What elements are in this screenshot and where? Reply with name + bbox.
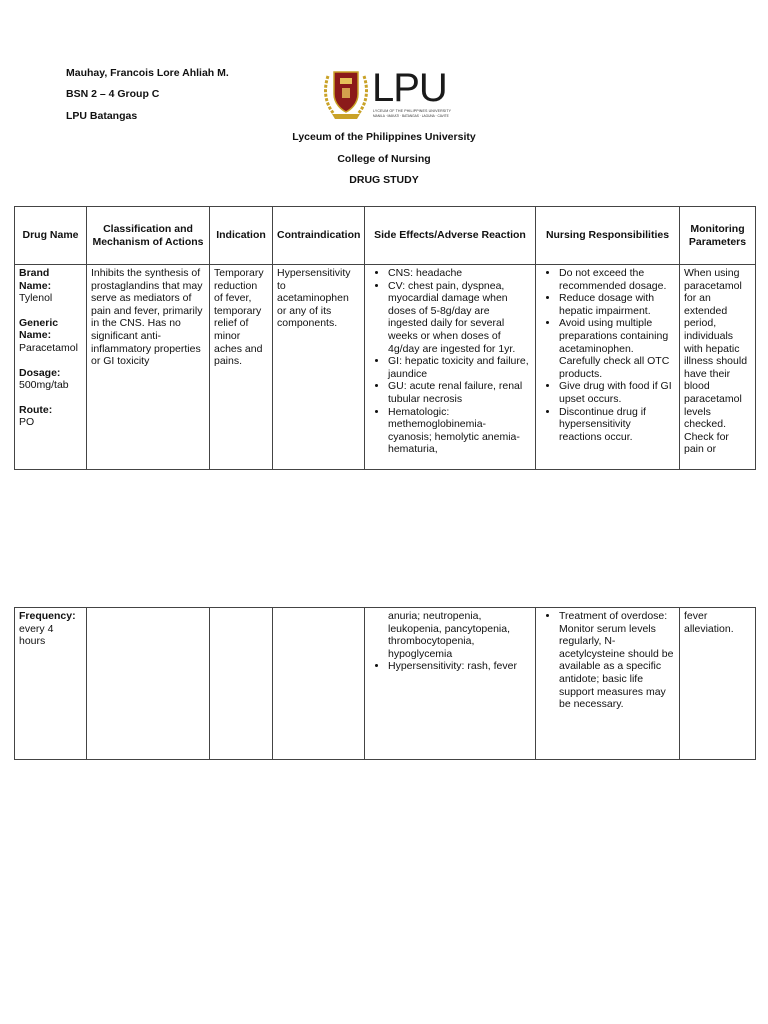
side-effects-list — [369, 660, 531, 673]
nursing-list — [540, 267, 675, 443]
nursing-cell — [536, 608, 680, 760]
classification-cell — [87, 608, 210, 760]
drug-name-cell — [15, 265, 87, 470]
list-item: • CNS: headache — [388, 267, 531, 280]
side-effects-continued: anuria; neutropenia, leukopenia, pancytopenia, thrombocytopenia, hypoglycemia — [388, 610, 511, 660]
list-item: • GU: acute renal failure, renal tubular necrosis — [388, 380, 531, 405]
classification-cell: Inhibits the synthesis of prostaglandins that may serve as mediators of pain and fever, primarily in the CNS. Has no significant anti-inflammatory properties or GI toxicity — [87, 265, 210, 470]
nursing-cell — [536, 265, 680, 470]
campus: LPU Batangas — [66, 110, 138, 122]
dosage-value: 500mg/tab — [19, 379, 69, 392]
drug-study-table — [14, 206, 756, 470]
col-side-effects: Side Effects/Adverse Reaction — [365, 207, 536, 265]
col-monitoring: Monitoring Parameters — [680, 207, 756, 265]
list-item: • Give drug with food if GI upset occurs. — [559, 380, 675, 405]
lpu-wordmark: LPU — [372, 66, 447, 110]
university-name: Lyceum of the Philippines University — [292, 131, 476, 143]
monitoring-cell: When using paracetamol for an extended period, individuals with hepatic illness should have their blood paracetamol levels checked. Check for pain or — [680, 265, 756, 470]
generic-value: Paracetamol — [19, 341, 78, 354]
list-item: • GI: hepatic toxicity and failure, jaundice — [388, 355, 531, 380]
list-item: • Do not exceed the recommended dosage. — [559, 267, 675, 292]
table-header-row — [15, 207, 756, 265]
monitoring-cell: fever alleviation. — [680, 608, 756, 760]
contraindication-cell: Hypersensitivity to acetaminophen or any of its components. — [273, 265, 365, 470]
college-name: College of Nursing — [337, 153, 431, 165]
logo-campuses: MANILA · MAKATI · BATANGAS · LAGUNA · CAVITE — [373, 113, 449, 118]
side-effects-list — [369, 267, 531, 456]
route-value: PO — [19, 416, 35, 429]
contraindication-cell — [273, 608, 365, 760]
list-item: • Hypersensitivity: rash, fever — [388, 660, 531, 673]
frequency-value: every 4 hours — [19, 622, 54, 648]
table-row — [15, 608, 756, 760]
col-classification: Classification and Mechanism of Actions — [87, 207, 210, 265]
generic-label: Generic Name: — [19, 316, 59, 342]
list-item: • Reduce dosage with hepatic impairment. — [559, 292, 675, 317]
logo-subline: LYCEUM OF THE PHILIPPINES UNIVERSITY — [373, 109, 452, 113]
side-effects-cell — [365, 608, 536, 760]
frequency-label: Frequency: — [19, 610, 76, 622]
student-name: Mauhay, Francois Lore Ahliah M. — [66, 67, 229, 79]
list-item: • Discontinue drug if hypersensitivity reactions occur. — [559, 406, 675, 444]
section-group: BSN 2 – 4 Group C — [66, 88, 160, 100]
list-item: • Treatment of overdose: Monitor serum levels regularly, N-acetylcysteine should be available as a specific antidote; basic life support measures may be necessary. — [559, 610, 675, 711]
indication-cell — [210, 608, 273, 760]
frequency-cell — [15, 608, 87, 760]
list-item: • CV: chest pain, dyspnea, myocardial damage when doses of 5-8g/day are ingested daily for several weeks or when doses of 4g/day are ingested for 1yr. — [388, 280, 531, 356]
list-item: • Avoid using multiple preparations containing acetaminophen. Carefully check all OTC products. — [559, 317, 675, 380]
lpu-seal-icon — [322, 66, 370, 124]
route-label: Route: — [19, 403, 53, 416]
table-row — [15, 265, 756, 470]
col-indication: Indication — [210, 207, 273, 265]
col-contraindication: Contraindication — [273, 207, 365, 265]
col-drug-name: Drug Name — [15, 207, 87, 265]
document-title: DRUG STUDY — [349, 174, 419, 186]
indication-cell: Temporary reduction of fever, temporary relief of minor aches and pains. — [210, 265, 273, 470]
brand-label: Brand Name: — [19, 267, 52, 292]
drug-study-table-continued — [14, 607, 756, 760]
col-nursing: Nursing Responsibilities — [536, 207, 680, 265]
brand-value: Tylenol — [19, 292, 53, 305]
list-item: • Hematologic: methemoglobinemia- cyanosis; hemolytic anemia-hematuria, — [388, 406, 531, 456]
nursing-list — [540, 610, 675, 711]
dosage-label: Dosage: — [19, 366, 61, 379]
side-effects-cell — [365, 265, 536, 470]
lpu-logo — [322, 66, 452, 124]
